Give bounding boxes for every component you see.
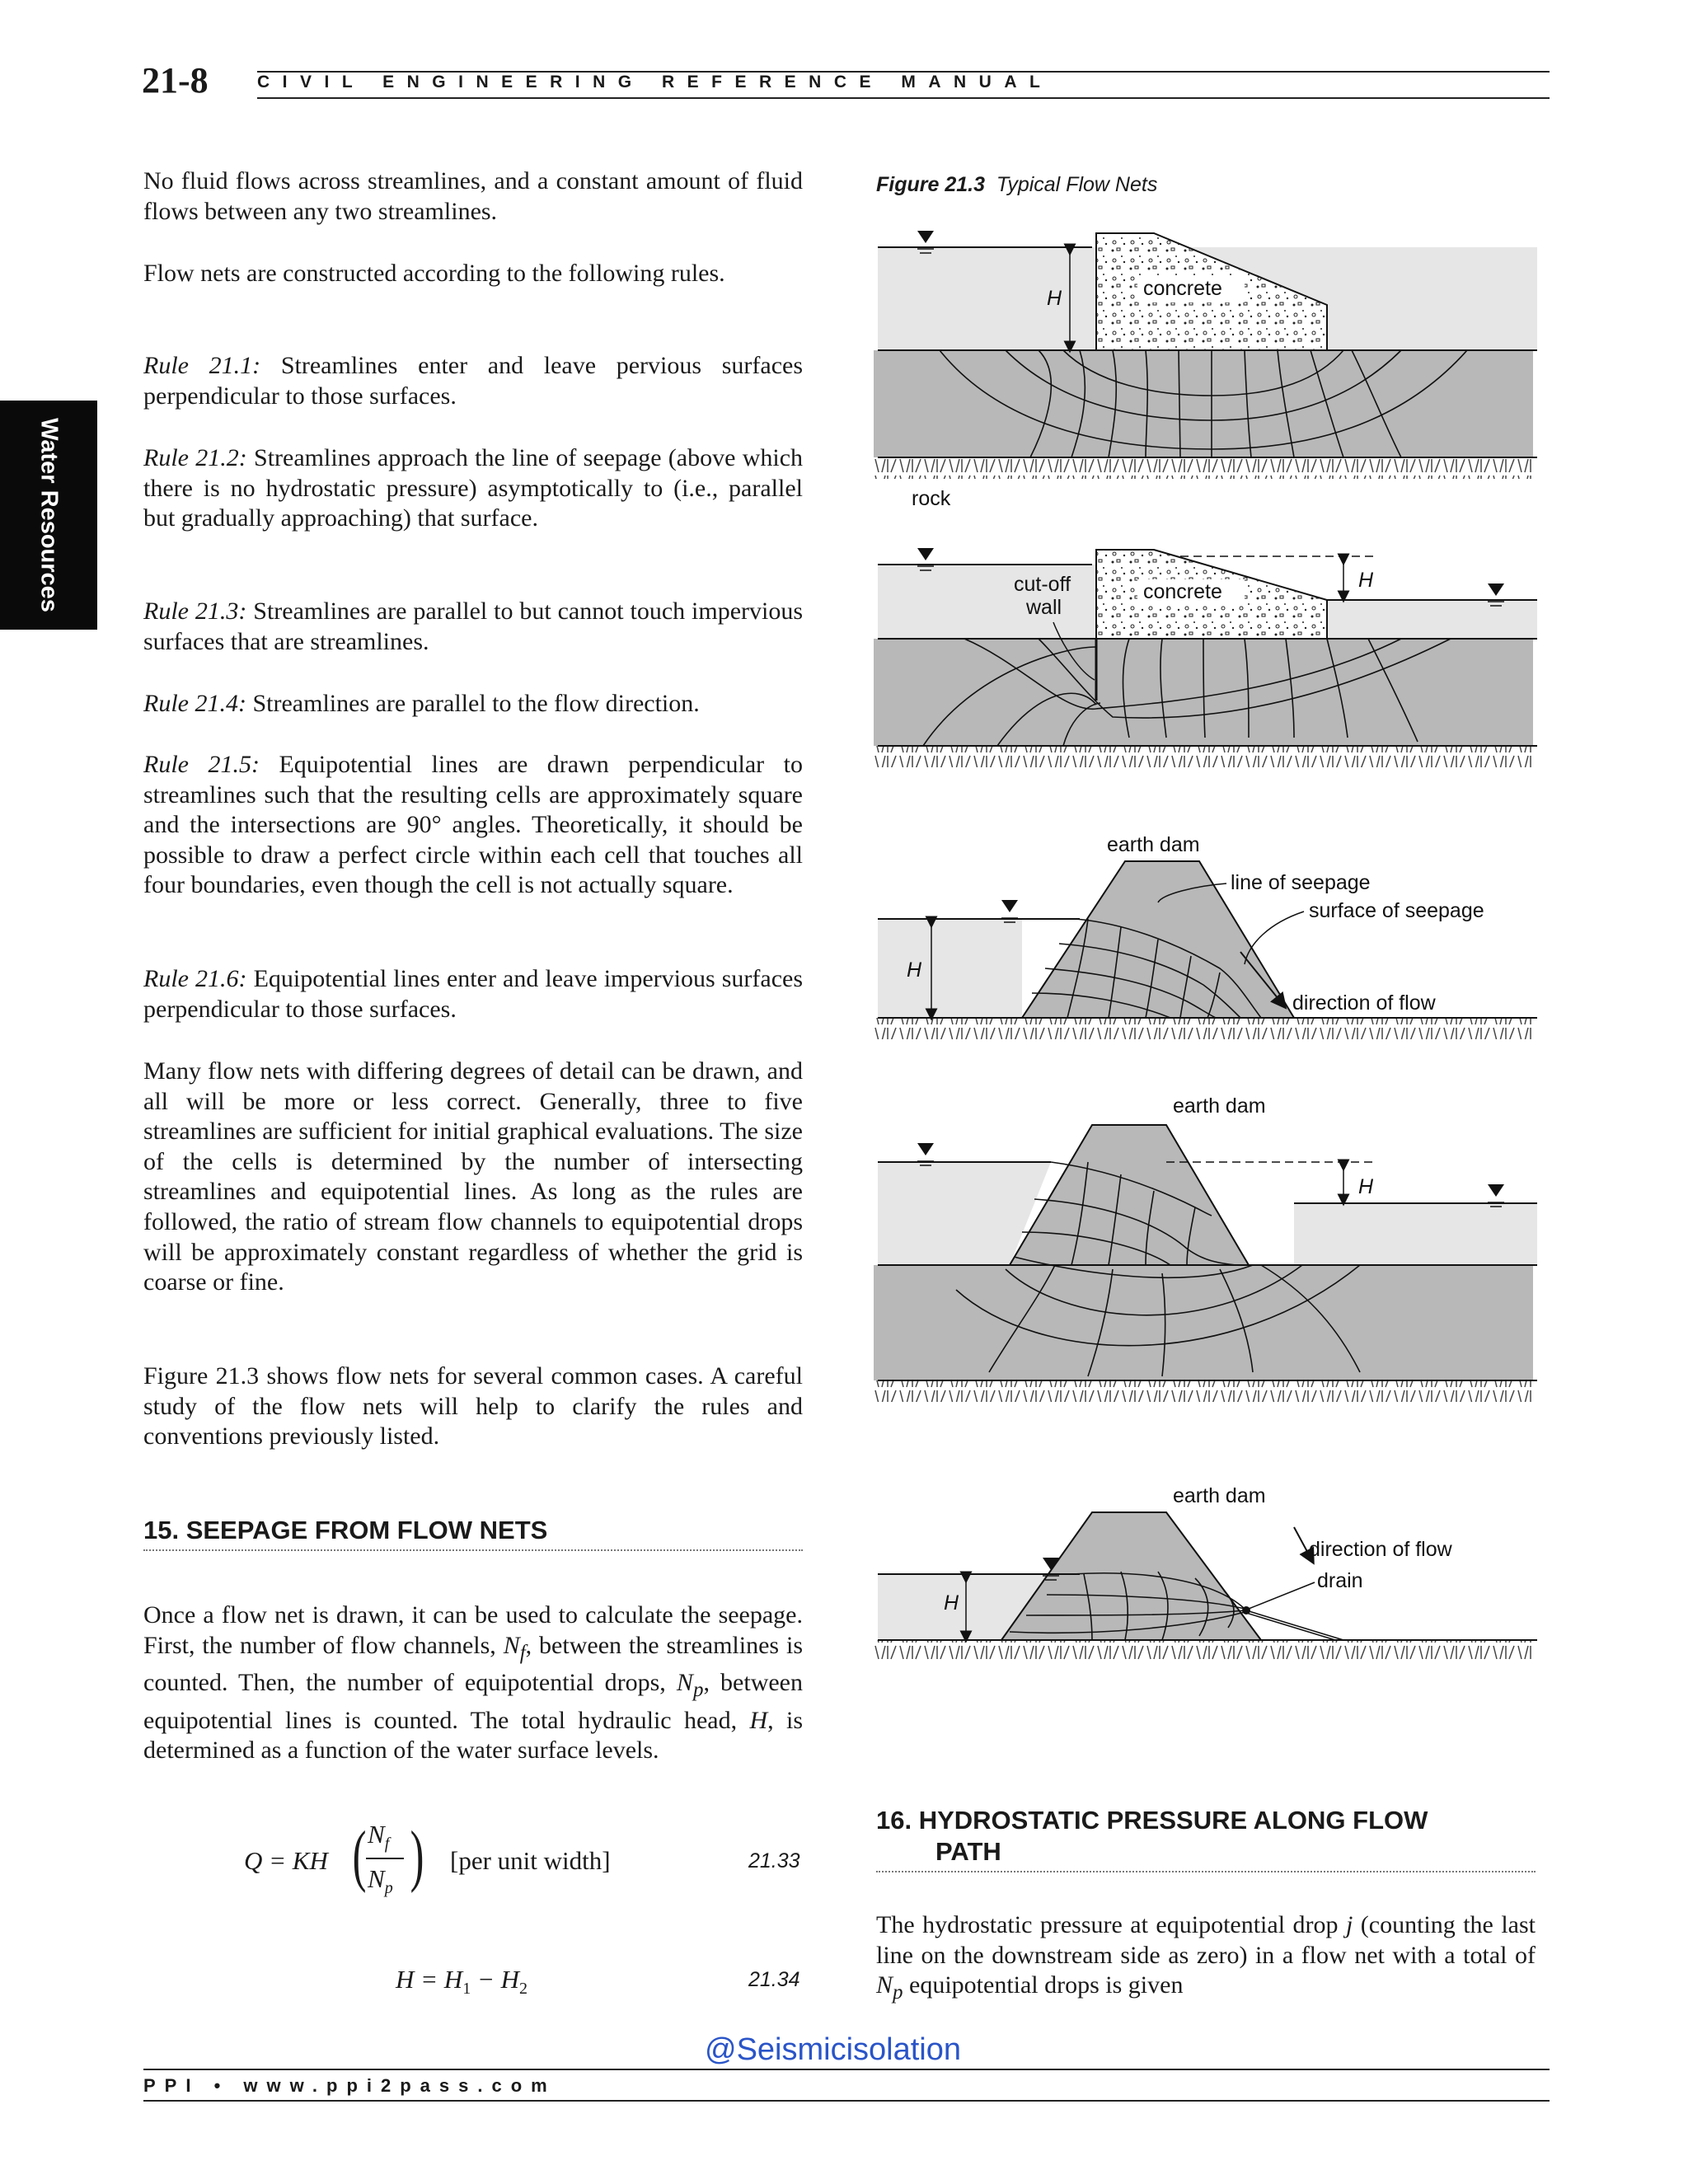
footer-rule-top bbox=[143, 2069, 1550, 2070]
diagram-earth-dam-pervious bbox=[874, 1094, 1537, 1402]
figure-number: Figure 21.3 bbox=[876, 173, 985, 196]
rule-21-4 bbox=[143, 689, 803, 719]
fraction-bar bbox=[366, 1858, 404, 1859]
rock-label: rock bbox=[912, 487, 951, 510]
head-label: H bbox=[1047, 287, 1062, 310]
diagram-earth-dam-drain bbox=[874, 1484, 1537, 1661]
header-rule-top bbox=[257, 71, 1550, 73]
diagram-earth-dam-seepage bbox=[874, 833, 1537, 1039]
direction-of-flow-label: direction of flow bbox=[1292, 991, 1436, 1015]
header-rule-bottom bbox=[257, 97, 1550, 99]
head-label: H bbox=[1358, 1175, 1374, 1198]
section-16-heading: 16. HYDROSTATIC PRESSURE ALONG FLOW PATH bbox=[876, 1806, 1428, 1866]
concrete-label: concrete bbox=[1143, 580, 1222, 603]
figure-title: Typical Flow Nets bbox=[996, 173, 1158, 196]
fraction-numerator: $N_f$ bbox=[368, 1820, 390, 1854]
paren-left: ( bbox=[352, 1817, 367, 1894]
rule-text: Streamlines enter and leave pervious surfaces perpendicular to those surfaces. bbox=[143, 352, 804, 410]
rule-text: Streamlines are parallel to but cannot touch impervious surfaces that are streamlines. bbox=[143, 598, 804, 655]
head-label: H bbox=[907, 958, 922, 982]
rule-label: Rule 21.2: bbox=[143, 444, 247, 471]
paragraph-rules-intro: Flow nets are constructed according to the following rules. bbox=[143, 260, 725, 287]
equation-21-34: $H = H_1 - H_2$ bbox=[396, 1965, 528, 1999]
rule-label: Rule 21.1: bbox=[143, 352, 261, 379]
direction-of-flow-label: direction of flow bbox=[1309, 1538, 1452, 1561]
rule-label: Rule 21.4: bbox=[143, 690, 246, 717]
footer-publisher: PPI • www.ppi2pass.com bbox=[143, 2075, 556, 2096]
paragraph-streamlines: No fluid flows across streamlines, and a constant amount of fluid flows between any two streamlines. bbox=[143, 167, 803, 225]
rule-text: Streamlines are parallel to the flow direction. bbox=[252, 690, 700, 717]
rule-label: Rule 21.6: bbox=[143, 965, 247, 992]
paren-right: ) bbox=[410, 1817, 424, 1894]
cutoff-label-line1: cut-off bbox=[1014, 573, 1071, 596]
paragraph-seepage: Once a flow net is drawn, it can be used to calculate the seepage. First, the number of flow channels, $N_f$, between the streamlines is counted. Then, the number of equipotential drops, $N_p$, between equipotential lines is counted. The total hydraulic head, H, is determined as a function of the water surface levels. bbox=[143, 1601, 804, 1765]
page-number: 21-8 bbox=[142, 60, 209, 101]
figure-flow-nets bbox=[874, 210, 1541, 1743]
diagram-concrete-dam bbox=[874, 231, 1537, 510]
equation-21-33 bbox=[244, 1813, 640, 1904]
watermark: @Seismicisolation bbox=[705, 2032, 962, 2067]
rule-21-1 bbox=[143, 351, 803, 411]
side-tab bbox=[0, 401, 97, 630]
paragraph-flow-net-detail: Many flow nets with differing degrees of detail can be drawn, and all will be more or less correct. Generally, three to five streamlines are sufficient for initial graphical evaluations. The size of the cells is determined by the number of intersecting streamlines and equipotential lines. As long as the rules are followed, the ratio of stream flow channels to equipotential drops will be approximately constant regardless of whether the grid is coarse or fine. bbox=[143, 1057, 803, 1296]
rule-text: Equipotential lines are drawn perpendicular to streamlines such that the resulting cells are approximately square and the intersections are 90° angles. Theoretically, it should be possible to draw a perfect circle within each cell that touches all four boundaries, even though the cell is not actually square. bbox=[143, 751, 803, 899]
cutoff-label-line2: wall bbox=[1026, 596, 1062, 619]
rule-label: Rule 21.5: bbox=[143, 751, 260, 778]
rule-21-5 bbox=[143, 750, 803, 901]
figure-caption bbox=[876, 173, 1157, 197]
earth-dam-label: earth dam bbox=[1173, 1094, 1266, 1118]
equation-number-21-34: 21.34 bbox=[748, 1968, 800, 1991]
equation-lhs: Q = KH bbox=[244, 1846, 328, 1875]
rule-text: Equipotential lines enter and leave impervious surfaces perpendicular to those surfaces. bbox=[143, 965, 804, 1023]
side-tab-label: Water Resources bbox=[35, 418, 63, 612]
diagram-cutoff-wall bbox=[874, 548, 1537, 767]
rule-text: Streamlines approach the line of seepage (above which there is no hydrostatic pressure) asymptotically to (i.e., parallel but gradually approaching) that surface. bbox=[143, 444, 804, 532]
equation-number-21-33: 21.33 bbox=[748, 1849, 800, 1872]
section-15-heading: 15. SEEPAGE FROM FLOW NETS bbox=[143, 1516, 548, 1544]
line-of-seepage-label: line of seepage bbox=[1231, 871, 1371, 894]
earth-dam-label: earth dam bbox=[1107, 833, 1200, 856]
rule-21-3 bbox=[143, 597, 803, 657]
equation-note: [per unit width] bbox=[450, 1846, 611, 1875]
running-head: CIVIL ENGINEERING REFERENCE MANUAL bbox=[257, 73, 1053, 91]
head-label: H bbox=[944, 1591, 959, 1615]
concrete-label: concrete bbox=[1143, 277, 1222, 300]
drain-label: drain bbox=[1317, 1569, 1363, 1592]
rule-21-2 bbox=[143, 443, 803, 534]
head-label: H bbox=[1358, 569, 1374, 592]
footer-rule-bottom bbox=[143, 2100, 1550, 2102]
rule-label: Rule 21.3: bbox=[143, 598, 247, 625]
paragraph-hydrostatic: The hydrostatic pressure at equipotential drop j (counting the last line on the downstream side as zero) in a flow net with a total of $N_p$ equipotential drops is given bbox=[876, 1911, 1536, 2004]
surface-of-seepage-label: surface of seepage bbox=[1309, 899, 1484, 922]
earth-dam-label: earth dam bbox=[1173, 1484, 1266, 1507]
section-16-divider bbox=[876, 1871, 1536, 1872]
rule-21-6 bbox=[143, 964, 803, 1024]
fraction-denominator: $N_p$ bbox=[368, 1864, 393, 1898]
section-15-divider bbox=[143, 1549, 803, 1551]
paragraph-figure-reference: Figure 21.3 shows flow nets for several common cases. A careful study of the flow nets will help to clarify the rules and conventions previously listed. bbox=[143, 1362, 803, 1451]
